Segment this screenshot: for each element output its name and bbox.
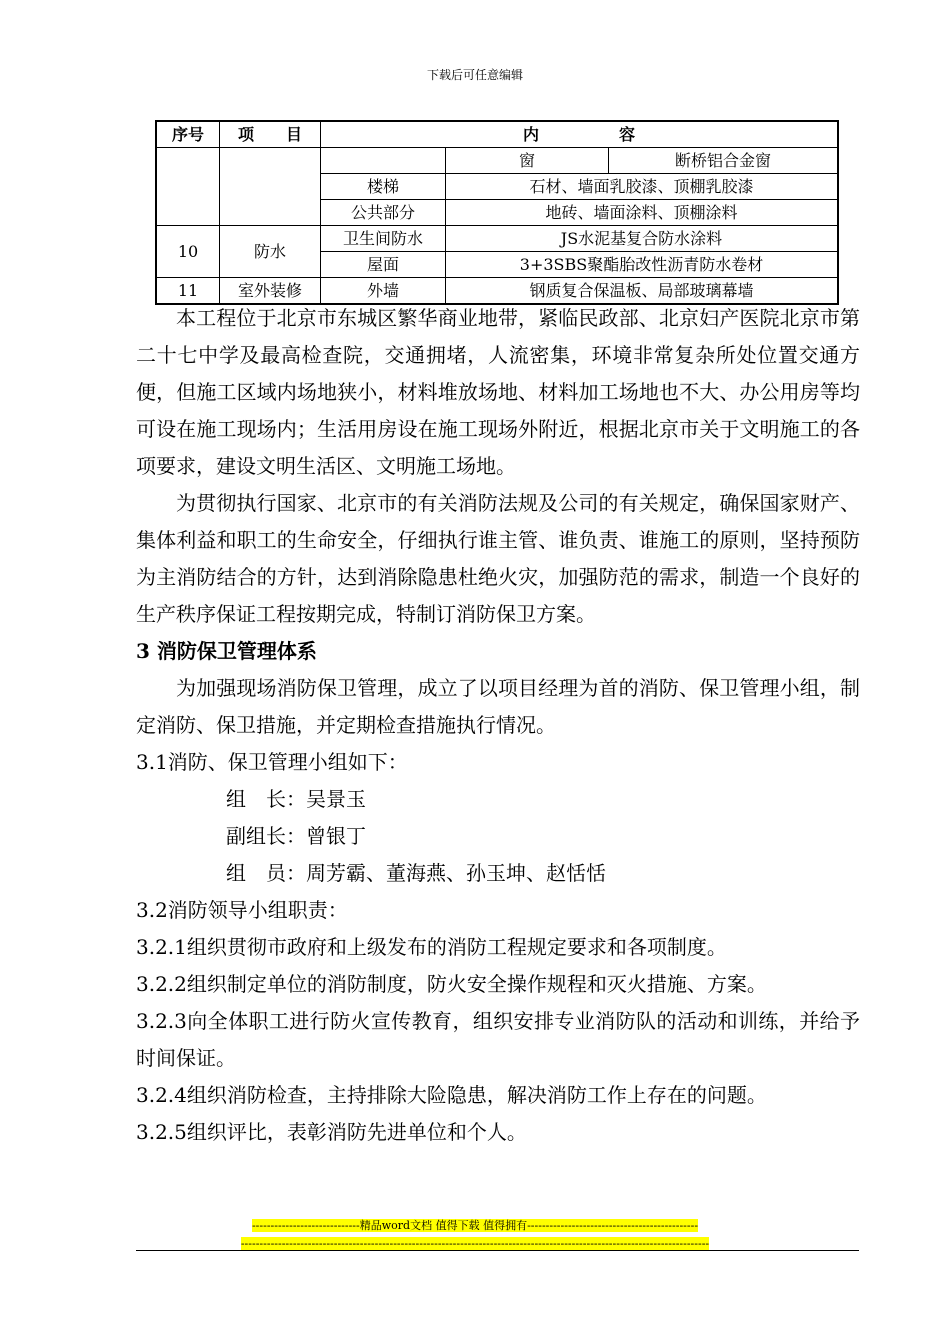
- table-row: [156, 226, 838, 252]
- table-cell: 3+3SBS聚酯胎改性沥青防水卷材: [446, 252, 839, 278]
- col-no-header: 序号: [156, 121, 220, 148]
- table-row: [156, 148, 838, 174]
- item-3-2-3: 3.2.3向全体职工进行防火宣传教育，组织安排专业消防队的活动和训练，并给予时间保证。: [136, 1009, 860, 1070]
- table-cell: 钢质复合保温板、局部玻璃幕墙: [446, 278, 839, 305]
- table-cell: 楼梯: [321, 174, 446, 200]
- item-3-2-2: 3.2.2组织制定单位的消防制度，防火安全操作规程和灭火措施、方案。: [136, 972, 767, 996]
- header-note: 下载后可任意编辑: [426, 68, 523, 82]
- footer-dashes-text: ------------------------------------------------------------------------------------------------------------------------------: [240, 1237, 710, 1250]
- paragraph-purpose: 为贯彻执行国家、北京市的有关消防法规及公司的有关规定，确保国家财产、集体利益和职工的生命安全，仔细执行谁主管、谁负责、谁施工的原则，坚持预防为主消防结合的方针，达到消除隐患杜绝火灾，加强防范的需求，制造一个良好的生产秩序保证工程按期完成，特制订消防保卫方案。: [136, 491, 860, 626]
- section-heading: 3 消防保卫管理体系: [136, 639, 317, 663]
- item-3-2-4: 3.2.4组织消防检查，主持排除大险隐患，解决消防工作上存在的问题。: [136, 1083, 767, 1107]
- paragraph-site-location: 本工程位于北京市东城区繁华商业地带，紧临民政部、北京妇产医院北京市第二十七中学及最高检查院，交通拥堵，人流密集，环境非常复杂所处位置交通方便，但施工区域内场地狭小，材料堆放场地、材料加工场地也不大、办公用房等均可设在施工现场内；生活用房设在施工现场外附近，根据北京市关于文明施工的各项要求，建设文明生活区、文明施工场地。: [136, 306, 860, 478]
- table-cell: 屋面: [321, 252, 446, 278]
- member-list: 组 员：周芳霸、董海燕、孙玉坤、赵恬恬: [226, 861, 606, 885]
- footer-banner: [0, 1217, 950, 1235]
- paragraph-management: 为加强现场消防保卫管理，成立了以项目经理为首的消防、保卫管理小组，制定消防、保卫措施，并定期检查措施执行情况。: [136, 676, 860, 737]
- table-cell: JS水泥基复合防水涂料: [446, 226, 839, 252]
- table-cell: [156, 148, 220, 226]
- footer-rule: [136, 1250, 859, 1251]
- footer-banner-text: -----------------------------精品word文档 值得下载 值得拥有----------------------------------------------: [251, 1219, 699, 1232]
- member-deputy: 副组长：曾银丁: [226, 824, 366, 848]
- item-3-2-5: 3.2.5组织评比，表彰消防先进单位和个人。: [136, 1120, 527, 1144]
- body-text: [136, 300, 860, 1151]
- member-leader: 组 长：吴景玉: [226, 787, 366, 811]
- table-cell: 防水: [220, 226, 321, 278]
- table-cell: 室外装修: [220, 278, 321, 305]
- table-cell: [220, 148, 321, 226]
- table-cell: 10: [156, 226, 220, 278]
- subsection-3-2: 3.2消防领导小组职责：: [136, 898, 348, 922]
- table-cell: [321, 148, 446, 174]
- table-cell: 公共部分: [321, 200, 446, 226]
- spec-table: [155, 120, 839, 305]
- table-cell: 石材、墙面乳胶漆、顶棚乳胶漆: [446, 174, 839, 200]
- table-header-row: [156, 121, 838, 148]
- table-cell: 卫生间防水: [321, 226, 446, 252]
- col-item-header: 项 目: [220, 121, 321, 148]
- table-cell: 断桥铝合金窗: [609, 148, 839, 174]
- subsection-3-1: 3.1消防、保卫管理小组如下：: [136, 750, 408, 774]
- table-cell: 11: [156, 278, 220, 305]
- col-content-header: 内 容: [321, 121, 839, 148]
- table-cell: 外墙: [321, 278, 446, 305]
- item-3-2-1: 3.2.1组织贯彻市政府和上级发布的消防工程规定要求和各项制度。: [136, 935, 727, 959]
- table-cell: 地砖、墙面涂料、顶棚涂料: [446, 200, 839, 226]
- table-cell: 窗: [446, 148, 609, 174]
